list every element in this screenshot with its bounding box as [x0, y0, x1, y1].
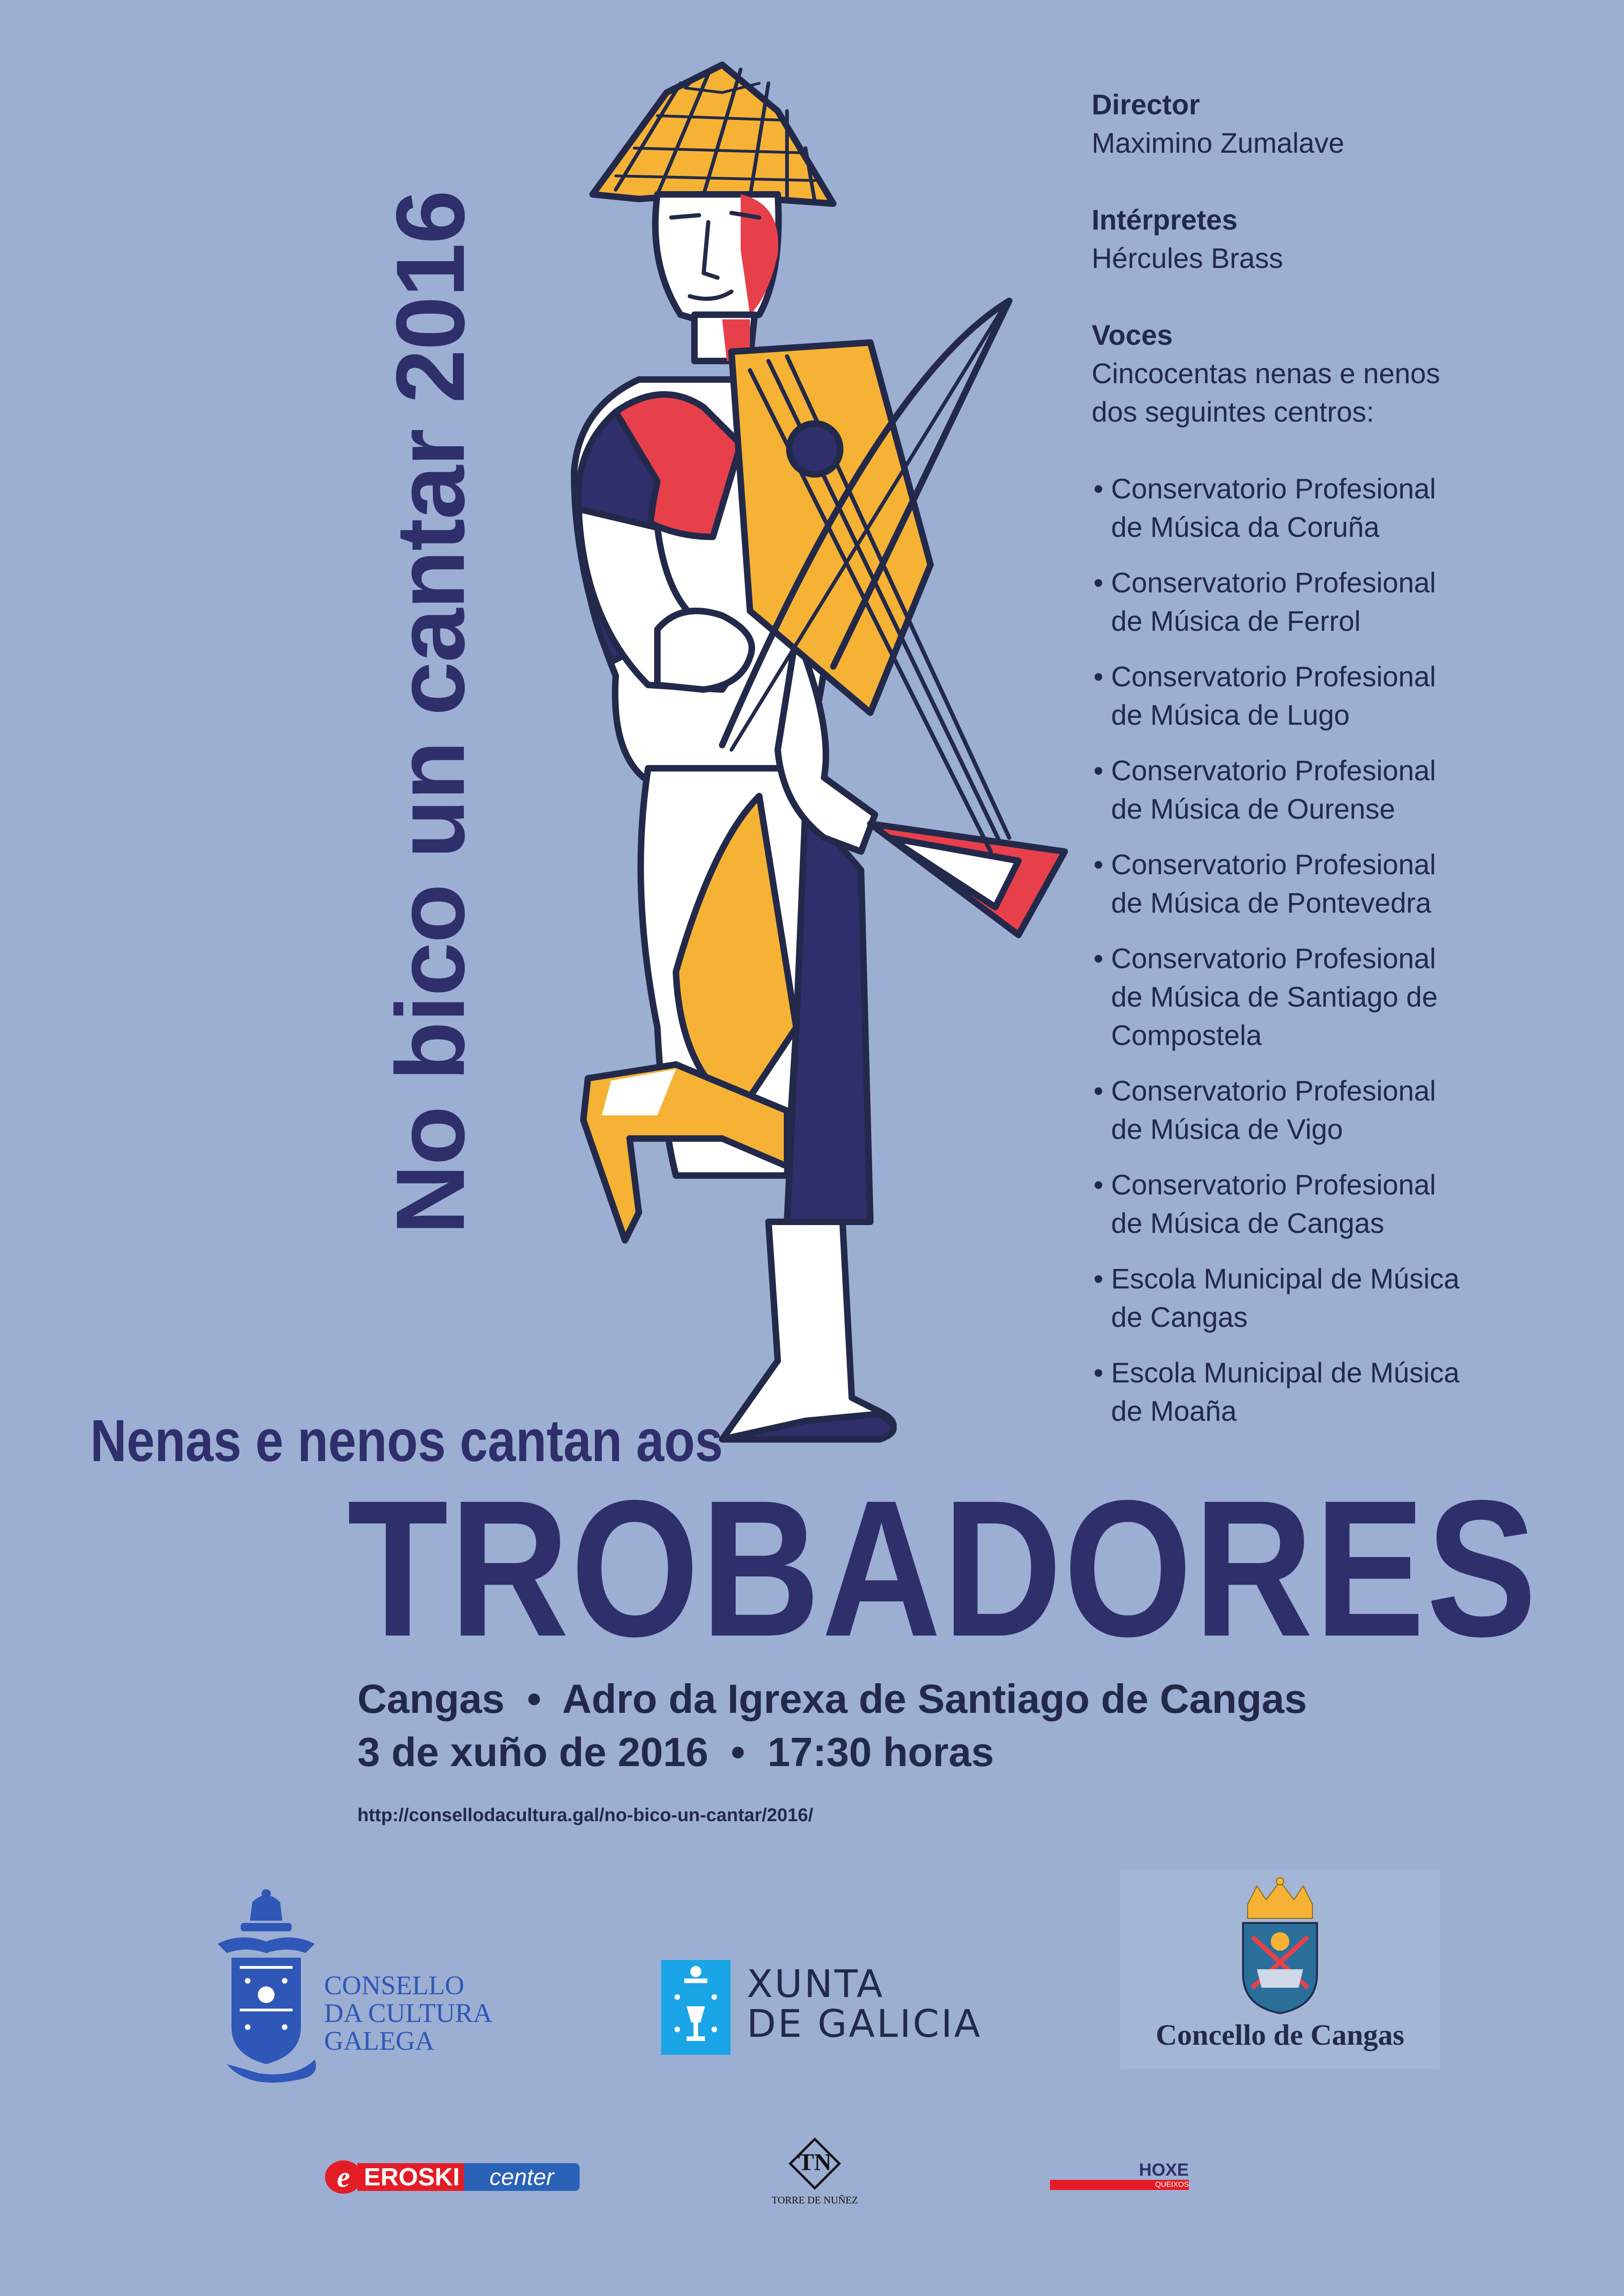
credits-panel — [1092, 86, 1592, 1448]
hoxe-sub: QUEIXOS — [1155, 2181, 1189, 2189]
xunta-line: XUNTA — [747, 1962, 885, 2006]
event-date: 3 de xuño de 2016 — [357, 1729, 709, 1775]
list-item — [1092, 470, 1592, 547]
separator: • — [731, 1729, 745, 1775]
list-item-line: • Conservatorio Profesional — [1111, 849, 1436, 880]
list-item-line: • Conservatorio Profesional — [1111, 943, 1436, 974]
xunta-galicia-logo — [661, 1960, 985, 2046]
torre-name: TORRE DE NUÑEZ — [771, 2194, 858, 2206]
interpretes-label: Intérpretes — [1092, 204, 1238, 236]
consello-line: DA CULTURA — [324, 1998, 493, 2028]
list-item-line: • Conservatorio Profesional — [1111, 473, 1436, 504]
consello-line: CONSELLO — [324, 1970, 464, 2000]
consello-line: GALEGA — [324, 2026, 435, 2056]
list-item-line: Compostela — [1111, 1020, 1262, 1051]
eroski-sub: center — [464, 2163, 580, 2191]
list-item-line: • Escola Municipal de Música — [1111, 1357, 1460, 1388]
voces-line: Cincocentas nenas e nenos — [1092, 358, 1440, 389]
list-item-line: • Conservatorio Profesional — [1111, 755, 1436, 786]
separator: • — [527, 1676, 542, 1722]
concello-cangas-logo — [1120, 1870, 1440, 2069]
xunta-line: DE GALICIA — [747, 2002, 982, 2046]
subtitle: Nenas e nenos cantan aos — [90, 1408, 723, 1474]
list-item — [1092, 658, 1592, 734]
event-location-line — [357, 1675, 1307, 1723]
main-title: TROBADORES — [347, 1460, 1538, 1677]
list-item-line: de Música de Santiago de — [1111, 981, 1438, 1013]
list-item — [1092, 752, 1592, 828]
list-item-line: de Música de Vigo — [1111, 1114, 1343, 1145]
list-item-line: de Música de Lugo — [1111, 699, 1350, 731]
list-item-line: • Conservatorio Profesional — [1111, 567, 1436, 598]
event-datetime-line — [357, 1729, 994, 1776]
event-url[interactable]: http://consellodacultura.gal/no-bico-un-cantar/2016/ — [357, 1805, 813, 1825]
list-item — [1092, 1166, 1592, 1243]
director-name: Maximino Zumalave — [1092, 127, 1344, 159]
list-item-line: • Conservatorio Profesional — [1111, 1169, 1436, 1201]
list-item-line: de Música de Pontevedra — [1111, 887, 1431, 919]
eroski-logo — [325, 2160, 584, 2194]
standing-leg — [722, 1222, 893, 1439]
list-item-line: • Escola Municipal de Música — [1111, 1263, 1460, 1294]
xunta-emblem — [661, 1960, 731, 2055]
list-item — [1092, 564, 1592, 641]
concello-name: Concello de Cangas — [1156, 2018, 1405, 2051]
torre-mark: TN — [798, 2149, 832, 2176]
eroski-mark: e — [325, 2160, 362, 2194]
consello-emblem — [213, 1888, 319, 2092]
director-block — [1092, 86, 1592, 162]
list-item — [1092, 846, 1592, 922]
straw-hat — [593, 65, 833, 204]
voces-block — [1092, 316, 1592, 431]
hoxe-logo — [1050, 2160, 1189, 2193]
torre-nunez-logo — [759, 2136, 870, 2224]
list-item-line: de Música de Ferrol — [1111, 605, 1361, 637]
eroski-brand: EROSKI — [357, 2163, 466, 2191]
list-item-line: de Música de Ourense — [1111, 793, 1395, 825]
list-item-line: de Música de Cangas — [1111, 1207, 1385, 1239]
voces-label: Voces — [1092, 319, 1173, 351]
list-item-line: • Conservatorio Profesional — [1111, 1075, 1436, 1107]
interpretes-name: Hércules Brass — [1092, 243, 1283, 274]
event-time: 17:30 horas — [767, 1729, 994, 1775]
list-item — [1092, 940, 1592, 1055]
list-item-line: • Conservatorio Profesional — [1111, 661, 1436, 692]
vertical-title: No bico un cantar 2016 — [376, 191, 485, 1235]
list-item-line: de Música da Coruña — [1111, 511, 1380, 543]
event-place: Cangas — [357, 1676, 505, 1722]
director-label: Director — [1092, 89, 1200, 120]
list-item-line: de Moaña — [1111, 1395, 1237, 1427]
list-item — [1092, 1354, 1592, 1431]
centros-list — [1092, 470, 1592, 1431]
hoxe-brand: HOXE — [1139, 2160, 1189, 2180]
musician-illustration — [463, 56, 1102, 1509]
list-item — [1092, 1072, 1592, 1149]
cangas-coat-of-arms — [1238, 1877, 1322, 2016]
list-item — [1092, 1260, 1592, 1337]
xunta-name — [747, 1962, 982, 2046]
consello-cultura-logo — [213, 1888, 537, 2092]
consello-name — [324, 1972, 493, 2055]
list-item-line: de Cangas — [1111, 1301, 1248, 1333]
interpretes-block — [1092, 201, 1592, 278]
voces-line: dos seguintes centros: — [1092, 396, 1374, 428]
event-venue: Adro da Igrexa de Santiago de Cangas — [562, 1676, 1307, 1722]
